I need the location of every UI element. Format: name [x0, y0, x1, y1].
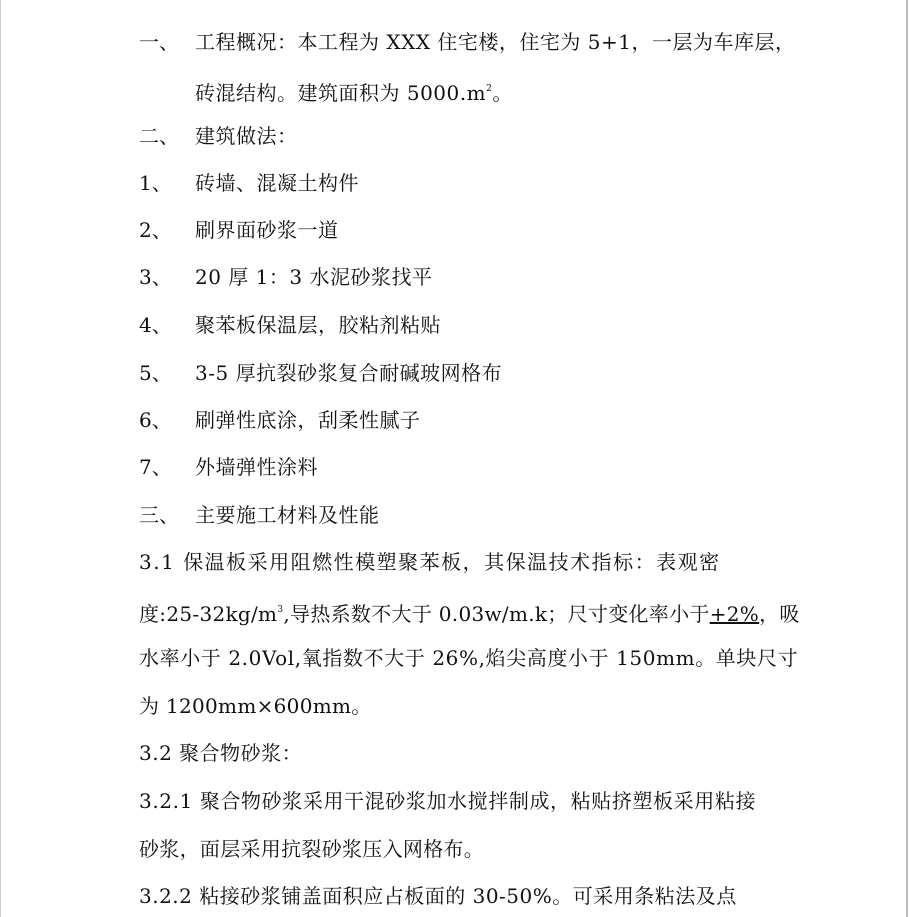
step-number: 1、 — [139, 171, 172, 195]
p322-line-1: 3.2.2 粘接砂浆铺盖面积应占板面的 30-50%。可采用条粘法及点 — [139, 884, 737, 908]
section-title-3: 主要施工材料及性能 — [195, 503, 380, 527]
section-marker-3: 三、 — [139, 503, 179, 527]
step-number: 4、 — [139, 313, 172, 337]
step-text: 20 厚 1：3 水泥砂浆找平 — [195, 265, 433, 289]
step-number: 6、 — [139, 408, 172, 432]
section-title-2: 建筑做法： — [195, 124, 298, 148]
step-text: 3-5 厚抗裂砂浆复合耐碱玻网格布 — [195, 361, 503, 385]
step-text: 外墙弹性涂料 — [195, 455, 318, 479]
section-marker-1: 一、 — [139, 30, 179, 54]
step-text: 刷界面砂浆一道 — [195, 218, 339, 242]
step-number: 7、 — [139, 455, 172, 479]
p31-line-1: 3.1 保温板采用阻燃性模塑聚苯板，其保温技术指标：表观密 — [139, 550, 721, 574]
step-text: 砖墙、混凝土构件 — [195, 171, 359, 195]
p321-line-1: 3.2.1 聚合物砂浆采用干混砂浆加水搅拌制成，粘贴挤塑板采用粘接 — [139, 789, 757, 813]
section-marker-2: 二、 — [139, 124, 179, 148]
step-number: 5、 — [139, 361, 172, 385]
p321-line-2: 砂浆，面层采用抗裂砂浆压入网格布。 — [139, 837, 485, 861]
step-number: 2、 — [139, 218, 172, 242]
step-text: 刷弹性底涂，刮柔性腻子 — [195, 408, 421, 432]
intro-line-1: 工程概况：本工程为 XXX 住宅楼，住宅为 5+1，一层为车库层， — [195, 30, 796, 54]
p31-line-2: 度$:25-32kg/m^3$,导热系数不大于 0.03w/m.k；尺寸变化率小于+2%，吸 — [139, 602, 800, 626]
step-text: 聚苯板保温层，胶粘剂粘贴 — [195, 313, 441, 337]
intro-line-2: 砖混结构。建筑面积为 $5000.m^2$。 — [195, 81, 513, 105]
step-number: 3、 — [139, 265, 172, 289]
p32-title: 3.2 聚合物砂浆： — [139, 741, 303, 765]
p31-line-3: 水率小于 2.0Vol,氧指数不大于 26%,焰尖高度小于 150mm。单块尺寸 — [139, 646, 799, 670]
p31-line-4: 为 1200mm×600mm。 — [139, 694, 372, 718]
